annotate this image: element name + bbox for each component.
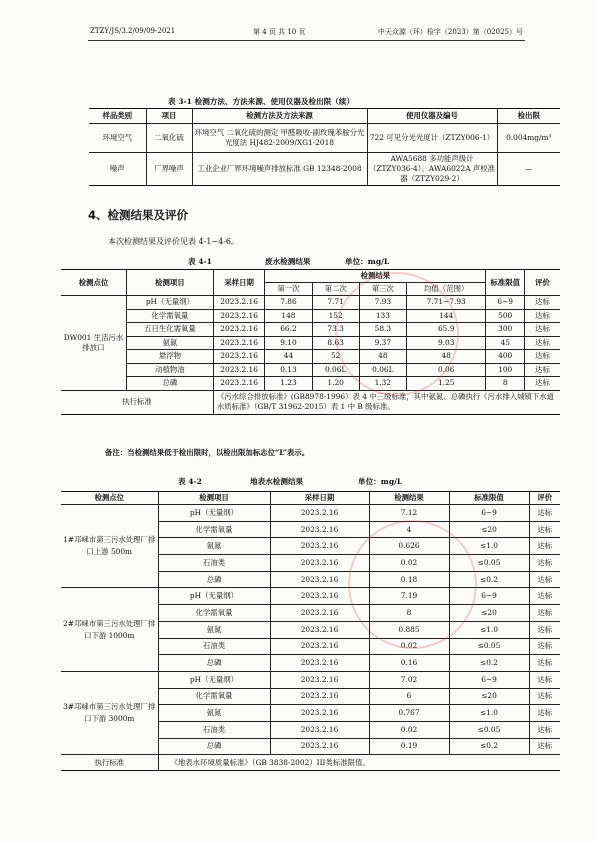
standard-text: 《地表水环境质量标准》（GB 3838-2002）III类标准限值。 (158, 755, 560, 771)
cell-eval: 达标 (525, 323, 560, 337)
cell-first: 148 (265, 309, 312, 323)
cell-limit: 6~9 (486, 296, 525, 310)
cell-result: 0.02 (369, 638, 449, 655)
cell-avg: 7.71~7.93 (406, 296, 485, 310)
cell-item: 悬浮物 (126, 350, 213, 364)
cell-limit: ≤0.2 (449, 738, 529, 755)
cell-limit: 300 (486, 323, 525, 337)
cell-avg: 144 (406, 309, 485, 323)
cell-limit: 6~9 (449, 588, 529, 605)
cell-eval: 达标 (529, 588, 560, 605)
cell-eval: 达标 (529, 621, 560, 638)
table-row (61, 336, 560, 350)
cell-result: 7.02 (369, 671, 449, 688)
cell-limit: — (497, 153, 560, 186)
cell-result: 6 (369, 688, 449, 705)
cell-limit: 45 (486, 336, 525, 350)
header-rule (88, 40, 525, 41)
cell-date: 2023.2.16 (270, 721, 369, 738)
cell-date: 2023.2.16 (213, 323, 265, 337)
cell-item: 五日生化需氧量 (126, 323, 213, 337)
cell-third: 58.3 (359, 323, 406, 337)
section-title: 4、检测结果及评价 (88, 208, 189, 222)
cell-eval: 达标 (529, 505, 560, 522)
table-row (61, 588, 560, 605)
cell-result: 0.02 (369, 555, 449, 572)
cell-date: 2023.2.16 (213, 363, 265, 377)
cell-eval: 达标 (525, 296, 560, 310)
cell-first: 0.13 (265, 363, 312, 377)
cell-avg: 65.9 (406, 323, 485, 337)
cell-point: 1#邛崃市第三污水处理厂排口上游 500m (61, 505, 158, 588)
cell-eval: 达标 (529, 688, 560, 705)
cell-eval: 达标 (529, 521, 560, 538)
cell-method: 工业企业厂界环境噪声排放标准 GB 12348-2008 (192, 153, 367, 186)
doc-code: ZTZY/JS/3.2/09/09-2021 (90, 27, 176, 35)
cell-avg: 9.03 (406, 336, 485, 350)
cell-result: 0.02 (369, 721, 449, 738)
th-item: 项目 (146, 109, 192, 124)
th-limit: 标准限值 (486, 270, 525, 296)
cell-item: 石油类 (158, 638, 270, 655)
cell-limit: 0.004mg/m³ (497, 124, 560, 153)
cell-eval: 达标 (529, 555, 560, 572)
th-first: 第一次 (265, 283, 312, 296)
table-4-2 (61, 491, 560, 771)
cell-first: 7.86 (265, 296, 312, 310)
th-item: 检测项目 (158, 492, 270, 505)
cell-category: 环境空气 (89, 124, 146, 153)
cell-date: 2023.2.16 (270, 571, 369, 588)
table-4-1-title: 废水检测结果 (265, 257, 311, 266)
cell-item: 总磷 (158, 738, 270, 755)
cell-item: 厂界噪声 (146, 153, 192, 186)
report-number: 中天众源（环）检字（2023）第（02025）号 (377, 28, 523, 36)
table-4-1-caption: 表 4-1 (188, 257, 212, 266)
cell-item: 氨氮 (158, 621, 270, 638)
cell-avg: 48 (406, 350, 485, 364)
cell-item: 化学需氧量 (158, 605, 270, 622)
cell-point: 3#邛崃市第三污水处理厂排口下游 3000m (61, 671, 158, 754)
cell-date: 2023.2.16 (270, 555, 369, 572)
cell-third: 48 (359, 350, 406, 364)
cell-second: 7.71 (312, 296, 359, 310)
cell-point: DW001 生活污水排放口 (61, 296, 126, 391)
page-header (90, 27, 523, 39)
table-row (61, 309, 560, 323)
table-row (61, 363, 560, 377)
th-category: 样品类别 (89, 109, 146, 124)
cell-limit: ≤0.05 (449, 555, 529, 572)
cell-item: 动植物油 (126, 363, 213, 377)
cell-third: 9.37 (359, 336, 406, 350)
cell-avg: 1.25 (406, 377, 485, 391)
cell-date: 2023.2.16 (270, 605, 369, 622)
cell-date: 2023.2.16 (270, 671, 369, 688)
cell-limit: ≤1.0 (449, 538, 529, 555)
cell-limit: ≤0.2 (449, 655, 529, 672)
note: 备注：当检测结果低于检出限时，以检出限加标志位“L”表示。 (105, 448, 310, 457)
cell-item: pH（无量纲） (158, 505, 270, 522)
cell-date: 2023.2.16 (270, 521, 369, 538)
intro-text: 本次检测结果及评价见表 4-1~4-6。 (108, 237, 240, 246)
table-4-2-caption: 表 4-2 (178, 477, 202, 486)
th-point: 检测点位 (61, 492, 158, 505)
cell-date: 2023.2.16 (270, 638, 369, 655)
cell-first: 44 (265, 350, 312, 364)
cell-item: pH（无量纲） (158, 588, 270, 605)
table-row (61, 505, 560, 522)
cell-limit: 500 (486, 309, 525, 323)
th-eval: 评价 (529, 492, 560, 505)
th-date: 采样日期 (213, 270, 265, 296)
cell-limit: 100 (486, 363, 525, 377)
table-4-1-unit: 单位：mg/L (345, 257, 390, 266)
th-date: 采样日期 (270, 492, 369, 505)
cell-date: 2023.2.16 (270, 621, 369, 638)
cell-date: 2023.2.16 (270, 705, 369, 722)
cell-date: 2023.2.16 (270, 538, 369, 555)
cell-eval: 达标 (525, 336, 560, 350)
cell-first: 66.2 (265, 323, 312, 337)
cell-result: 7.12 (369, 505, 449, 522)
cell-eval: 达标 (529, 605, 560, 622)
standard-text: 《污水综合排放标准》(GB8978-1996）表 4 中三级标准，其中氨氮、总磷执行《污水排入城镇下水道水质标准》（GB/T 31962-2015）表 1 中 B 级标准。 (213, 390, 560, 414)
table-3-1-caption: 表 3-1 检测方法、方法来源、使用仪器及检出限（续） (168, 97, 355, 106)
th-limit: 标准限值 (449, 492, 529, 505)
th-second: 第二次 (312, 283, 359, 296)
table-4-1 (61, 269, 560, 415)
cell-second: 73.3 (312, 323, 359, 337)
table-row (61, 323, 560, 337)
cell-limit: ≤20 (449, 605, 529, 622)
th-instrument: 使用仪器及编号 (367, 109, 497, 124)
cell-limit: ≤20 (449, 521, 529, 538)
th-point: 检测点位 (61, 270, 126, 296)
cell-limit: 6~9 (449, 505, 529, 522)
cell-item: pH（无量纲） (158, 671, 270, 688)
th-limit: 检出限 (497, 109, 560, 124)
table-row (61, 350, 560, 364)
th-third: 第三次 (359, 283, 406, 296)
cell-item: 二氧化硫 (146, 124, 192, 153)
table-4-2-unit: 单位：mg/L (358, 477, 403, 486)
th-results: 检测结果 (265, 270, 486, 283)
cell-limit: ≤0.05 (449, 638, 529, 655)
table-row (61, 671, 560, 688)
cell-result: 0.885 (369, 621, 449, 638)
cell-limit: ≤0.2 (449, 571, 529, 588)
cell-second: 1.20 (312, 377, 359, 391)
cell-date: 2023.2.16 (213, 336, 265, 350)
cell-second: 52 (312, 350, 359, 364)
cell-instrument: AWA5688 多功能声级计（ZTZY036-4）、AWA6022A 声校准器（ZTZY029-2） (367, 153, 497, 186)
cell-date: 2023.2.16 (270, 588, 369, 605)
cell-category: 噪声 (89, 153, 146, 186)
cell-date: 2023.2.16 (270, 688, 369, 705)
cell-limit: 6~9 (449, 671, 529, 688)
cell-eval: 达标 (529, 721, 560, 738)
cell-eval: 达标 (529, 638, 560, 655)
table-4-2-title: 地表水检测结果 (250, 477, 304, 486)
cell-result: 4 (369, 521, 449, 538)
cell-second: 0.06L (312, 363, 359, 377)
cell-eval: 达标 (525, 309, 560, 323)
cell-eval: 达标 (529, 671, 560, 688)
cell-limit: 8 (486, 377, 525, 391)
cell-second: 8.63 (312, 336, 359, 350)
cell-eval: 达标 (529, 705, 560, 722)
cell-first: 1.23 (265, 377, 312, 391)
cell-date: 2023.2.16 (270, 505, 369, 522)
page-info: 第 4 页 共 10 页 (253, 28, 306, 36)
cell-item: 氨氮 (158, 538, 270, 555)
cell-limit: ≤0.05 (449, 721, 529, 738)
cell-item: 总磷 (158, 571, 270, 588)
cell-item: 化学需氧量 (158, 521, 270, 538)
cell-item: 氨氮 (158, 705, 270, 722)
cell-item: 化学需氧量 (126, 309, 213, 323)
cell-second: 152 (312, 309, 359, 323)
table-3-1 (89, 108, 560, 186)
cell-result: 0.16 (369, 655, 449, 672)
th-eval: 评价 (525, 270, 560, 296)
cell-third: 133 (359, 309, 406, 323)
th-method: 检测方法及方法来源 (192, 109, 367, 124)
cell-item: 总磷 (126, 377, 213, 391)
cell-eval: 达标 (525, 350, 560, 364)
cell-item: 化学需氧量 (158, 688, 270, 705)
cell-date: 2023.2.16 (213, 350, 265, 364)
cell-avg: 0.06 (406, 363, 485, 377)
table-row (61, 377, 560, 391)
cell-date: 2023.2.16 (270, 655, 369, 672)
th-result: 检测结果 (369, 492, 449, 505)
cell-instrument: 722 可见分光光度计（ZTZY006-1） (367, 124, 497, 153)
table-row (61, 296, 560, 310)
cell-item: 石油类 (158, 721, 270, 738)
cell-item: pH（无量纲） (126, 296, 213, 310)
th-avg: 均值（范围） (406, 283, 485, 296)
cell-date: 2023.2.16 (270, 738, 369, 755)
cell-third: 1.32 (359, 377, 406, 391)
cell-eval: 达标 (529, 738, 560, 755)
cell-result: 7.19 (369, 588, 449, 605)
standard-label: 执行标准 (61, 390, 213, 414)
cell-eval: 达标 (525, 377, 560, 391)
cell-result: 0.19 (369, 738, 449, 755)
cell-item: 石油类 (158, 555, 270, 572)
cell-eval: 达标 (529, 571, 560, 588)
th-item: 检测项目 (126, 270, 213, 296)
cell-result: 0.626 (369, 538, 449, 555)
cell-limit: ≤20 (449, 688, 529, 705)
cell-item: 氨氮 (126, 336, 213, 350)
cell-result: 8 (369, 605, 449, 622)
cell-limit: 400 (486, 350, 525, 364)
cell-date: 2023.2.16 (213, 377, 265, 391)
cell-point: 2#邛崃市第三污水处理厂排口下游 1000m (61, 588, 158, 671)
cell-item: 总磷 (158, 655, 270, 672)
cell-third: 7.93 (359, 296, 406, 310)
cell-result: 0.767 (369, 705, 449, 722)
cell-eval: 达标 (525, 363, 560, 377)
cell-limit: ≤1.0 (449, 621, 529, 638)
cell-date: 2023.2.16 (213, 309, 265, 323)
cell-result: 0.18 (369, 571, 449, 588)
cell-third: 0.06L (359, 363, 406, 377)
cell-first: 9.10 (265, 336, 312, 350)
cell-eval: 达标 (529, 655, 560, 672)
cell-date: 2023.2.16 (213, 296, 265, 310)
standard-label: 执行标准 (61, 755, 158, 771)
cell-eval: 达标 (529, 538, 560, 555)
cell-method: 环境空气 二氧化硫的测定 甲醛吸收-副玫瑰苯胺分光光度法 HJ482-2009/XG1-2018 (192, 124, 367, 153)
cell-limit: ≤1.0 (449, 705, 529, 722)
